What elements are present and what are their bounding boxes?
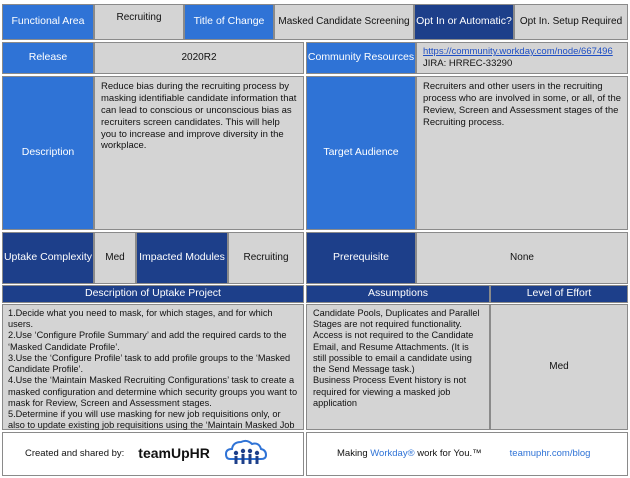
blog-link[interactable]: teamuphr.com/blog [509,448,591,460]
teamuphr-logo-icon [224,437,268,471]
prerequisite-label: Prerequisite [306,232,416,284]
created-by-text: Created and shared by: [25,448,125,460]
uptake-project-header: Description of Uptake Project [2,285,304,303]
uptake-complexity-value: Med [94,232,136,284]
assumption-item: Access is not required to the Candidate Email, and Resume Attachments. (It is still possible to email a candidate using the Send Message task.) [313,330,474,375]
opt-in-label: Opt In or Automatic? [414,4,514,40]
level-of-effort-value: Med [490,304,628,430]
release-label: Release [2,42,94,74]
uptake-step: 4.Use the ‘Maintain Masked Recruiting Configurations’ task to create a masked configuration and determine which security groups you want to mask for Review, Screen and Assessment stages. [8,375,298,408]
impacted-modules-value: Recruiting [228,232,304,284]
uptake-project-steps [2,304,304,430]
assumptions-header: Assumptions [306,285,490,303]
uptake-step: 5.Determine if you will use masking for new job requisitions only, or also to update existing job requisitions using the ‘Maintain Masked Job [8,408,295,431]
description-text: Reduce bias during the recruiting process by masking identifiable candidate information that can lead to conscious or unconscious bias as recruiters screen candidates. This will help you to increase and improve diversity in the workplace. [94,76,304,230]
release-value: 2020R2 [94,42,304,74]
assumptions-text [306,304,490,430]
prerequisite-value: None [416,232,628,284]
community-resources-label: Community Resources [306,42,416,74]
title-of-change-label: Title of Change [184,4,274,40]
functional-area-label: Functional Area [2,4,94,40]
target-audience-label: Target Audience [306,76,416,230]
assumption-item: Candidate Pools, Duplicates and Parallel Stages are not required functionality. [313,308,480,330]
functional-area-value: Recruiting [94,4,184,40]
workday-brand: Workday® [370,448,415,460]
community-link[interactable]: https://community.workday.com/node/667496 [423,46,613,57]
opt-in-value: Opt In. Setup Required [514,4,628,40]
assumption-item: Business Process Event history is not required for viewing a masked job application [313,375,467,408]
description-label: Description [2,76,94,230]
teamuphr-brand: teamUpHR [138,445,210,462]
uptake-step: 1.Decide what you need to mask, for which stages, and for which users. [8,308,273,330]
uptake-complexity-label: Uptake Complexity [2,232,94,284]
footer-right [306,432,628,476]
uptake-step: 2.Use ‘Configure Profile Summary’ and add the required cards to the ‘Masked Candidate Profile’. [8,330,287,352]
uptake-step: 3.Use the ‘Configure Profile’ task to add profile groups to the ‘Masked Candidate Profile’. [8,352,291,375]
tagline: Making Workday® work for You.™ [337,448,482,460]
community-resources-value [416,42,628,74]
title-of-change-value: Masked Candidate Screening [274,4,414,40]
impacted-modules-label: Impacted Modules [136,232,228,284]
target-audience-text: Recruiters and other users in the recruiting process who are involved in some, or all, of the Review, Screen and Assessment stages of the Recruiting process. [416,76,628,230]
jira-ticket: JIRA: HRREC-33290 [423,57,513,69]
level-of-effort-header: Level of Effort [490,285,628,303]
footer-left [2,432,304,476]
